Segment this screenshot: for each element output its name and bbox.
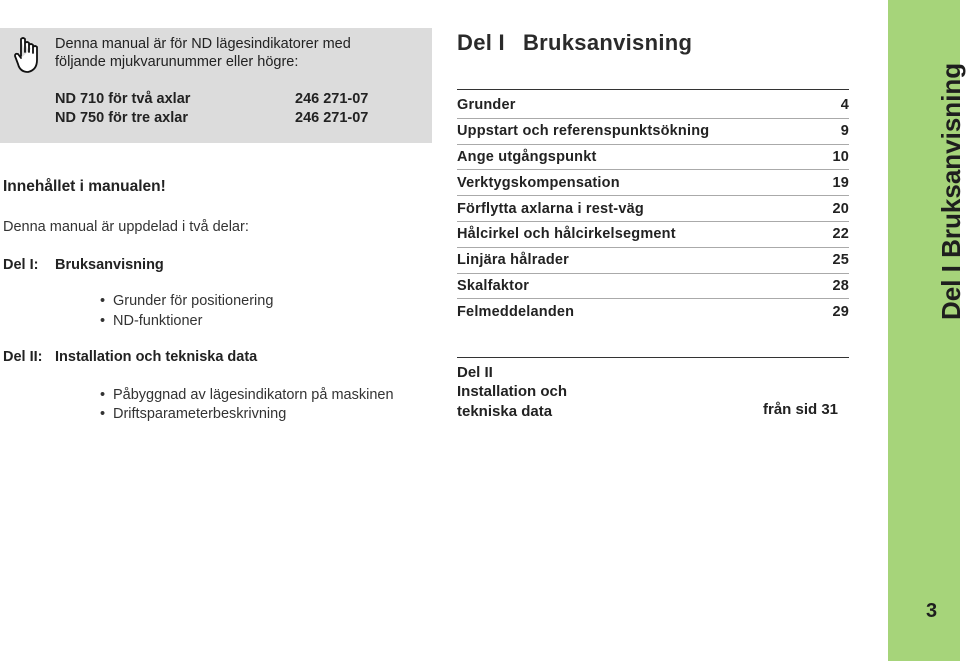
software-number: 246 271-07 — [295, 110, 369, 126]
page-number: 3 — [926, 600, 938, 622]
toc-entry-page: 20 — [832, 200, 849, 217]
toc-entry-label: Förflytta axlarna i rest-väg — [457, 200, 644, 217]
toc-entry[interactable] — [457, 170, 849, 196]
toc-entry-page: 25 — [832, 252, 849, 269]
toc-title — [457, 30, 692, 56]
info-box — [0, 28, 432, 143]
part1-bullet: • ND-funktioner — [113, 313, 202, 329]
toc-entry[interactable] — [457, 274, 849, 300]
part2-title: Installation och tekniska data — [55, 349, 258, 365]
software-row — [55, 110, 369, 126]
side-tab-title: Del I Bruksanvisning — [936, 62, 966, 320]
toc-entry-label: Felmeddelanden — [457, 304, 575, 321]
toc-entry-page: 29 — [832, 304, 849, 321]
part2-label: Del II: — [3, 349, 43, 365]
info-line-1: Denna manual är för ND lägesindikatorer med — [55, 36, 351, 52]
toc-top-rule — [457, 89, 849, 90]
toc-entry-label: Linjära hålrader — [457, 252, 569, 269]
software-number: 246 271-07 — [295, 91, 369, 107]
part1-label: Del I: — [3, 257, 39, 273]
toc-entry-page: 19 — [832, 174, 849, 191]
toc-entry-page: 22 — [832, 226, 849, 243]
software-row — [55, 91, 369, 107]
toc-entry[interactable] — [457, 145, 849, 171]
toc-entry[interactable] — [457, 222, 849, 248]
software-name: ND 710 för två axlar — [55, 91, 191, 107]
toc-entry-page: 9 — [840, 123, 849, 140]
toc-entry-label: Skalfaktor — [457, 277, 530, 294]
pointing-hand-icon — [12, 36, 42, 76]
software-name: ND 750 för tre axlar — [55, 110, 188, 126]
part2-toc-title-cont[interactable]: tekniska data — [457, 403, 553, 420]
toc-entry[interactable] — [457, 93, 849, 119]
contents-intro: Denna manual är uppdelad i två delar: — [3, 219, 249, 235]
part1-bullet: • Grunder för positionering — [113, 293, 273, 309]
part1-title: Bruksanvisning — [55, 257, 164, 273]
contents-heading: Innehållet i manualen! — [3, 178, 166, 195]
toc-part-title: Bruksanvisning — [522, 30, 693, 55]
toc-entry-label: Hålcirkel och hålcirkelsegment — [457, 226, 676, 243]
toc-entry[interactable] — [457, 119, 849, 145]
part2-toc-title[interactable]: Installation och — [457, 383, 568, 400]
toc-entry-label: Ange utgångspunkt — [457, 148, 597, 165]
part2-bullet: • Driftsparameterbeskrivning — [113, 406, 286, 422]
toc-entry[interactable] — [457, 196, 849, 222]
toc-entry-label: Verktygskompensation — [457, 174, 620, 191]
toc-entry[interactable] — [457, 248, 849, 274]
toc-entry-page: 10 — [832, 148, 849, 165]
toc-list — [457, 93, 849, 325]
info-line-2: följande mjukvarunummer eller högre: — [55, 54, 299, 70]
toc-entry-label: Uppstart och referenspunktsökning — [457, 123, 710, 140]
toc-entry-label: Grunder — [457, 97, 516, 114]
part2-bullet: • Påbyggnad av lägesindikatorn på maskinen — [113, 387, 394, 403]
part2-toc-label: Del II — [457, 364, 493, 381]
part2-from-page[interactable]: från sid 31 — [763, 401, 839, 418]
info-text — [55, 35, 351, 71]
part2-rule — [457, 357, 849, 358]
toc-entry-page: 28 — [832, 277, 849, 294]
toc-part: Del I — [457, 30, 505, 55]
toc-entry[interactable] — [457, 299, 849, 325]
toc-entry-page: 4 — [840, 97, 849, 114]
